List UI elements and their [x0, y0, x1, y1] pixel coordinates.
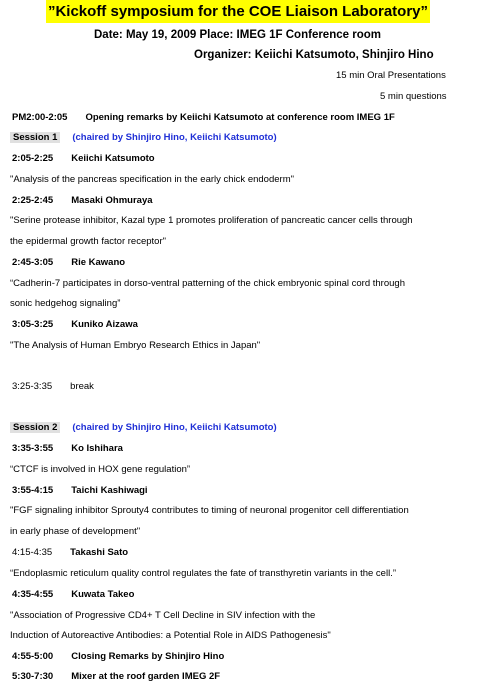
mixer-row	[12, 671, 220, 683]
talk-title: "Association of Progressive CD4+ T Cell Decline in SIV infection with the	[10, 610, 316, 621]
talk-title: "Analysis of the pancreas specification in the early chick endoderm"	[10, 174, 294, 185]
session1-chairs: (chaired by Shinjiro Hino, Keiichi Katsumoto)	[72, 132, 277, 143]
break-label: break	[70, 381, 94, 392]
session2-header	[10, 422, 277, 434]
session1-label: Session 1	[10, 132, 60, 143]
talk-title: Induction of Autoreactive Antibodies: a Potential Role in AIDS Pathogenesis"	[10, 630, 331, 641]
session2-label: Session 2	[10, 422, 60, 433]
talk-time: 2:05-2:25	[12, 153, 54, 164]
talk-time: 2:45-3:05	[12, 257, 54, 268]
talk-time: 3:55-4:15	[12, 485, 54, 496]
closing-text: Closing Remarks by Shinjiro Hino	[71, 651, 225, 662]
mixer-time: 5:30-7:30	[12, 671, 54, 682]
format-note-2: 5 min questions	[380, 91, 447, 102]
talk-speaker: Ko Ishihara	[71, 443, 123, 454]
format-note-1: 15 min Oral Presentations	[336, 70, 446, 81]
talk-row	[12, 319, 138, 331]
closing-time: 4:55-5:00	[12, 651, 54, 662]
talk-title: “Cadherin-7 participates in dorso-ventral patterning of the chick embryonic spinal cord through	[10, 278, 405, 289]
talk-time: 4:35-4:55	[12, 589, 54, 600]
opening-row	[12, 112, 395, 124]
talk-title: sonic hedgehog signaling”	[10, 298, 121, 309]
talk-speaker: Keiichi Katsumoto	[71, 153, 155, 164]
talk-speaker: Kuniko Aizawa	[71, 319, 138, 330]
talk-row	[12, 443, 123, 455]
talk-time: 4:15-4:35	[12, 547, 53, 558]
talk-row	[12, 153, 155, 165]
session1-header	[10, 132, 277, 144]
talk-speaker: Takashi Sato	[70, 547, 129, 558]
session2-chairs: (chaired by Shinjiro Hino, Keiichi Katsumoto)	[72, 422, 277, 433]
talk-time: 2:25-2:45	[12, 195, 54, 206]
break-row	[12, 381, 94, 393]
talk-time: 3:05-3:25	[12, 319, 54, 330]
mixer-text: Mixer at the roof garden IMEG 2F	[71, 671, 221, 682]
talk-title: "Serine protease inhibitor, Kazal type 1 promotes proliferation of pancreatic cancer cells through	[10, 215, 413, 226]
talk-row	[12, 589, 134, 601]
closing-row	[12, 651, 224, 663]
talk-title: "FGF signaling inhibitor Sprouty4 contributes to timing of neuronal progenitor cell differentiation	[10, 505, 409, 516]
talk-row	[12, 257, 125, 269]
talk-speaker: Rie Kawano	[71, 257, 126, 268]
talk-speaker: Masaki Ohmuraya	[71, 195, 153, 206]
opening-text: Opening remarks by Keiichi Katsumoto at conference room IMEG 1F	[85, 112, 395, 123]
talk-row	[12, 485, 148, 497]
opening-time: PM2:00-2:05	[12, 112, 68, 123]
talk-row	[12, 195, 153, 207]
talk-speaker: Kuwata Takeo	[71, 589, 135, 600]
talk-speaker: Taichi Kashiwagi	[71, 485, 148, 496]
talk-title: “Endoplasmic reticulum quality control regulates the fate of transthyretin variants in the cell.”	[10, 568, 396, 579]
page-title: ”Kickoff symposium for the COE Liaison Laboratory”	[46, 0, 430, 23]
date-place-line: Date: May 19, 2009 Place: IMEG 1F Conference room	[94, 29, 381, 41]
talk-row	[12, 547, 128, 559]
talk-title: in early phase of development"	[10, 526, 141, 537]
organizer-line: Organizer: Keiichi Katsumoto, Shinjiro Hino	[194, 49, 434, 61]
talk-time: 3:35-3:55	[12, 443, 54, 454]
talk-title: “CTCF is involved in HOX gene regulation”	[10, 464, 191, 475]
talk-title: the epidermal growth factor receptor"	[10, 236, 166, 247]
talk-title: "The Analysis of Human Embryo Research Ethics in Japan"	[10, 340, 261, 351]
break-time: 3:25-3:35	[12, 381, 53, 392]
